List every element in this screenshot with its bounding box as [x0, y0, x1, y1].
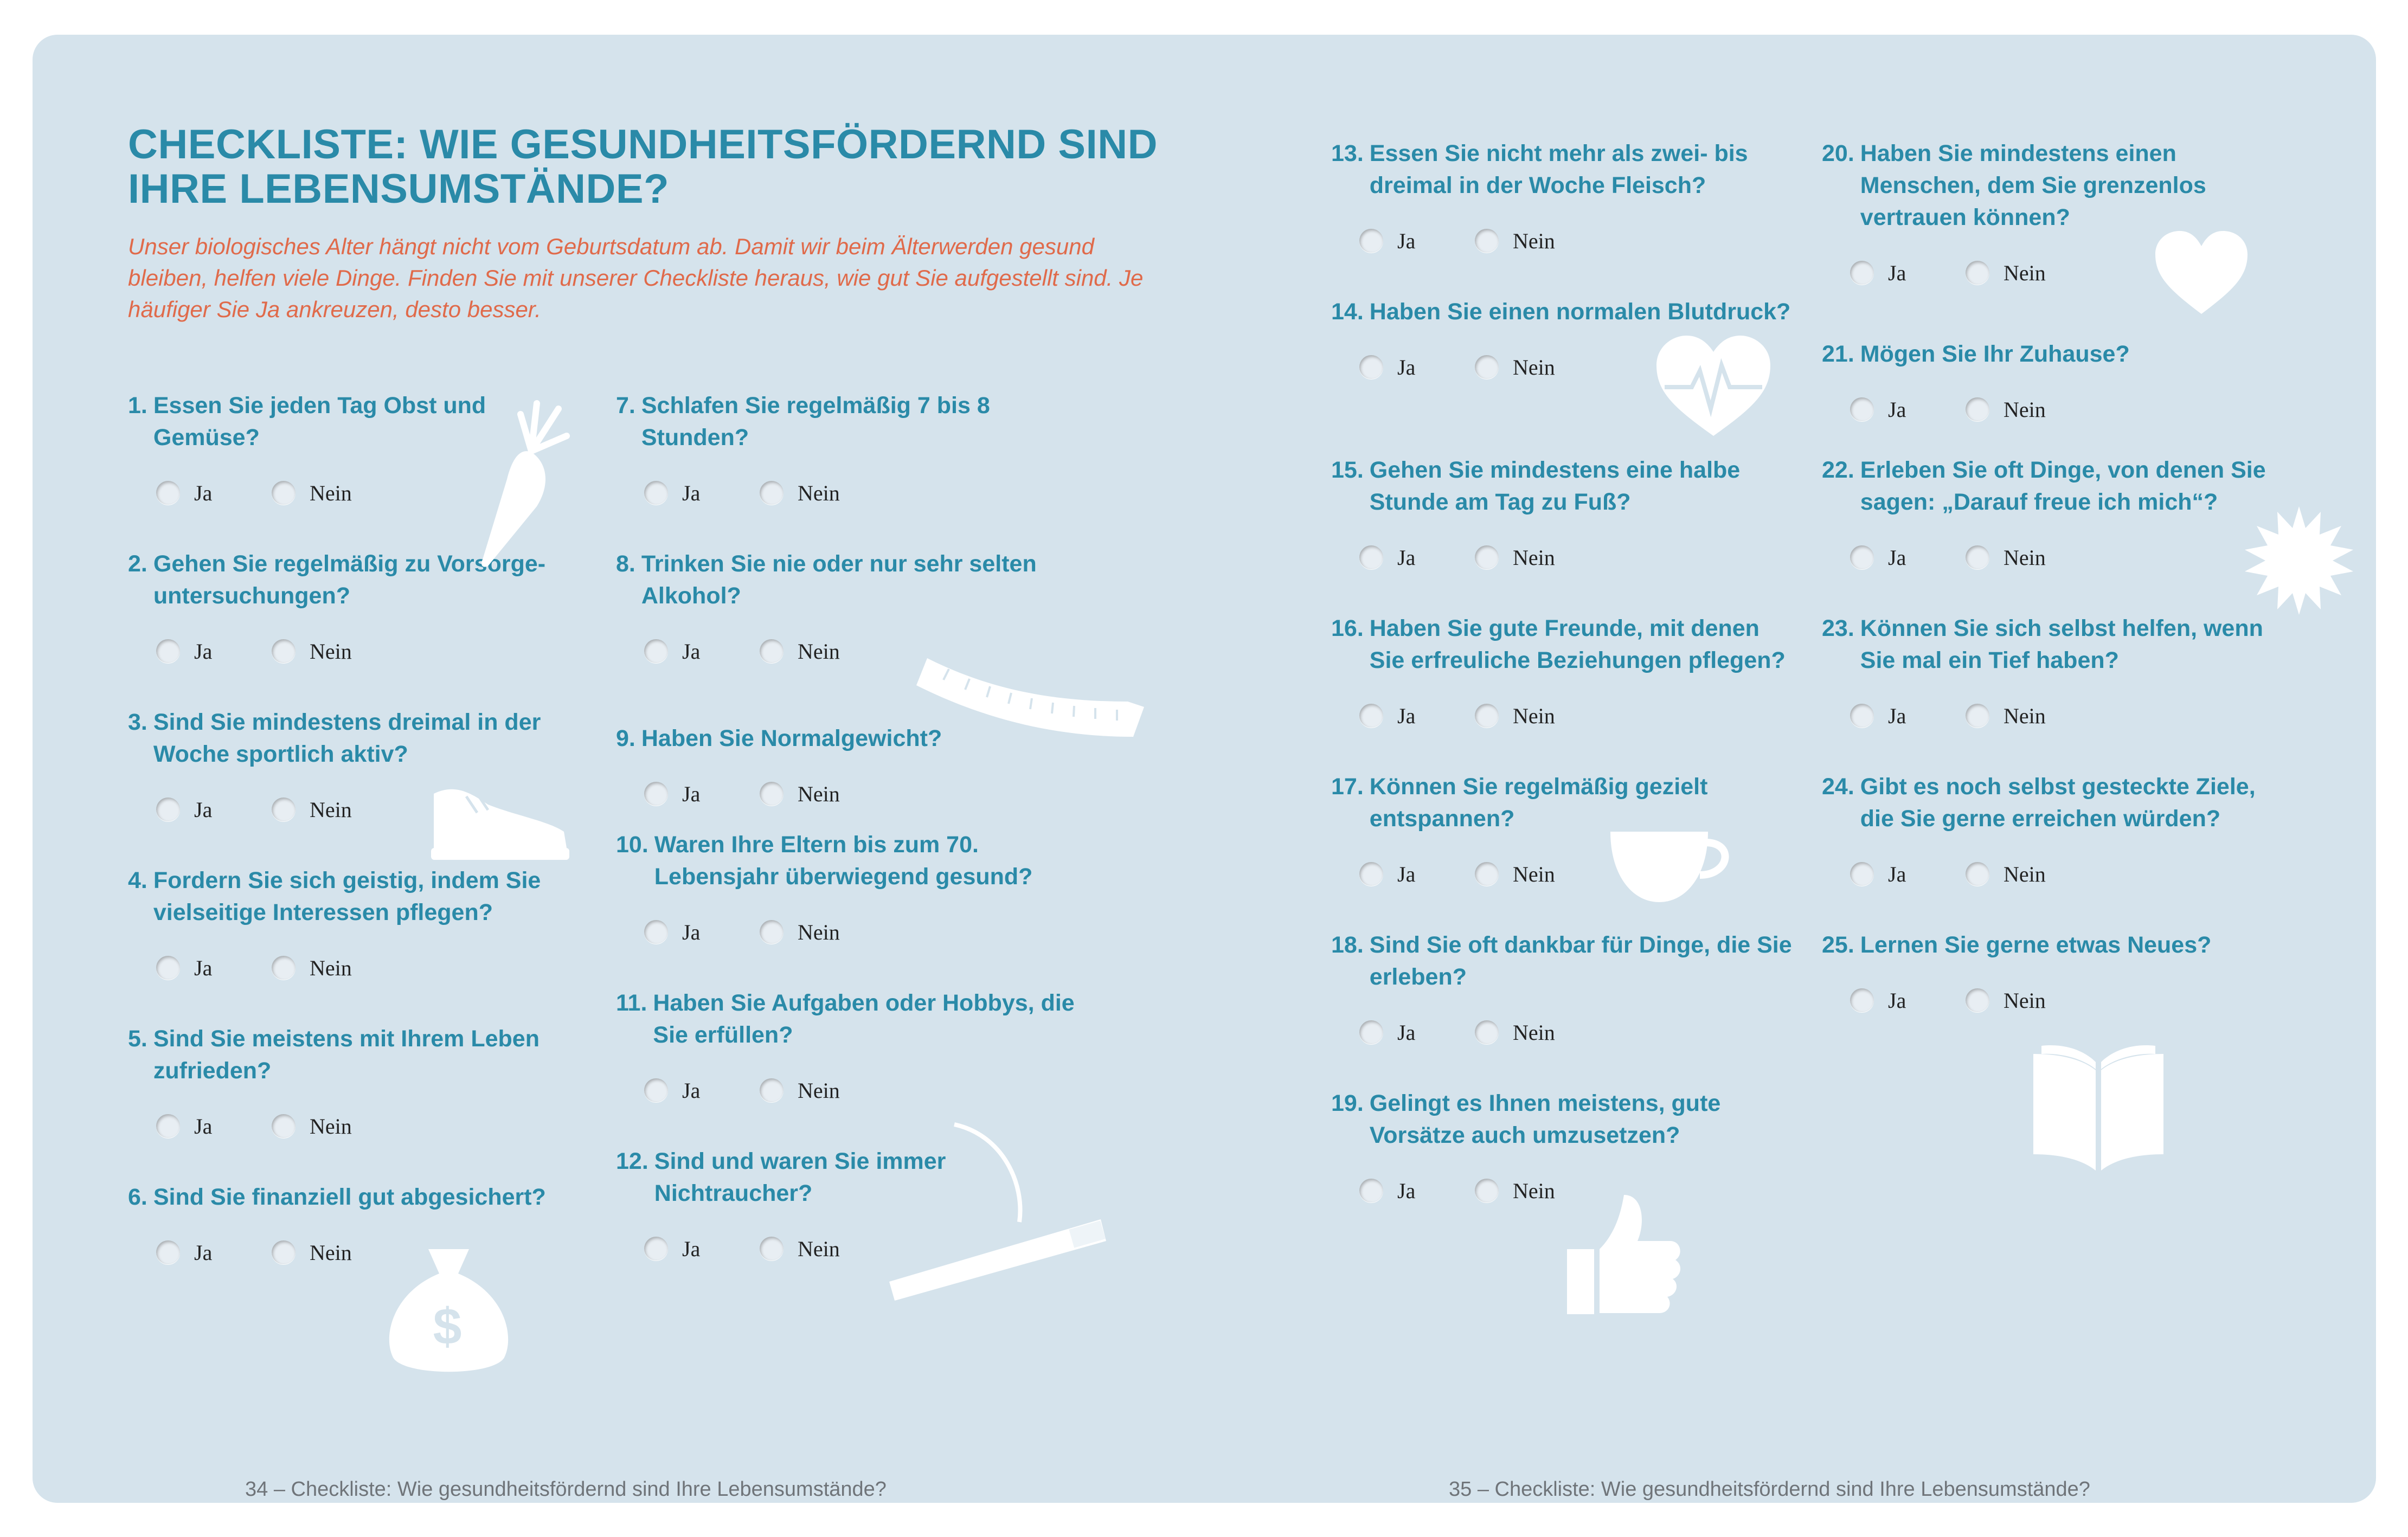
answer-yes-option[interactable]: [1359, 1174, 1415, 1207]
answer-no-option[interactable]: [760, 477, 840, 509]
yes-label: Ja: [194, 955, 213, 980]
no-label: Nein: [310, 639, 352, 664]
question-text: Trinken Sie nie oder nur sehr selten Alkohol?: [641, 551, 1037, 609]
question-text-row: [128, 865, 594, 929]
question-number: 15.: [1331, 457, 1364, 483]
answer-options: [128, 635, 594, 667]
question-number: 7.: [616, 393, 635, 419]
radio-no[interactable]: [1475, 704, 1499, 728]
radio-yes[interactable]: [1359, 1179, 1383, 1202]
question-number: 16.: [1331, 615, 1364, 641]
radio-no[interactable]: [1966, 545, 1989, 569]
question-text-row: [1822, 613, 2288, 677]
answer-no-option[interactable]: [760, 1074, 840, 1107]
yes-label: Ja: [1888, 397, 1906, 422]
question-text-row: [1331, 613, 1797, 677]
radio-no[interactable]: [272, 1240, 296, 1264]
yes-label: Ja: [1397, 545, 1416, 570]
answer-options: [616, 916, 1082, 948]
question-text: Sind und waren Sie immer Nichtraucher?: [654, 1148, 946, 1206]
question-15: [1331, 454, 1797, 574]
answer-options: [1331, 224, 1797, 257]
yes-label: Ja: [1888, 861, 1906, 886]
question-23: [1822, 613, 2288, 732]
no-label: Nein: [310, 797, 352, 822]
answer-no-option[interactable]: [760, 1232, 840, 1265]
question-text: Haben Sie einen normalen Blutdruck?: [1369, 299, 1791, 325]
no-label: Nein: [798, 781, 840, 806]
yes-label: Ja: [194, 1114, 213, 1139]
question-number: 3.: [128, 709, 147, 735]
question-text-row: [1822, 771, 2288, 835]
radio-no[interactable]: [1966, 988, 1989, 1012]
answer-yes-option[interactable]: [1359, 1016, 1415, 1049]
question-text: Können Sie regelmäßig gezielt entspannen?: [1369, 774, 1708, 832]
no-label: Nein: [798, 1078, 840, 1103]
answer-options: [1822, 541, 2288, 574]
footer-page-35: 35 – Checkliste: Wie gesundheitsfördernd sind Ihre Lebensumstände?: [1449, 1478, 2090, 1501]
answer-options: [128, 1110, 594, 1142]
question-text: Sind Sie finanziell gut abgesichert?: [153, 1184, 546, 1210]
radio-yes[interactable]: [156, 639, 180, 663]
no-label: Nein: [1513, 1178, 1555, 1203]
question-text: Erleben Sie oft Dinge, von denen Sie sagen: „Darauf freue ich mich“?: [1860, 457, 2266, 515]
yes-label: Ja: [1397, 355, 1416, 380]
answer-yes-option[interactable]: [1850, 984, 1906, 1017]
radio-no[interactable]: [760, 481, 784, 505]
radio-no[interactable]: [760, 1078, 784, 1102]
question-number: 22.: [1822, 457, 1854, 483]
radio-yes[interactable]: [644, 481, 668, 505]
question-number: 1.: [128, 393, 147, 419]
answer-yes-option[interactable]: [156, 1236, 212, 1269]
no-label: Nein: [2004, 397, 2046, 422]
question-number: 14.: [1331, 299, 1364, 325]
question-number: 5.: [128, 1026, 147, 1052]
question-text: Haben Sie Aufgaben oder Hobbys, die Sie erfüllen?: [653, 990, 1075, 1048]
question-number: 25.: [1822, 932, 1854, 958]
question-11: [616, 987, 1082, 1107]
no-label: Nein: [1513, 228, 1555, 253]
question-7: [616, 390, 1082, 509]
answer-options: [1822, 984, 2288, 1017]
question-text-row: [1331, 929, 1797, 993]
no-label: Nein: [2004, 260, 2046, 285]
heart-rate-icon: [1654, 333, 1773, 441]
radio-yes[interactable]: [1359, 862, 1383, 886]
answer-options: [1331, 699, 1797, 732]
book-icon: [2028, 1027, 2169, 1173]
radio-no[interactable]: [1475, 545, 1499, 569]
question-text: Essen Sie nicht mehr als zwei- bis dreimal in der Woche Fleisch?: [1369, 140, 1748, 198]
answer-no-option[interactable]: [1966, 393, 2046, 426]
question-text-row: [128, 1181, 594, 1213]
answer-no-option[interactable]: [272, 477, 352, 509]
carrot-icon: [455, 382, 580, 571]
question-text-row: [616, 829, 1082, 893]
no-label: Nein: [2004, 988, 2046, 1013]
no-label: Nein: [2004, 545, 2046, 570]
radio-yes[interactable]: [644, 639, 668, 663]
radio-yes[interactable]: [1359, 545, 1383, 569]
no-label: Nein: [310, 480, 352, 505]
no-label: Nein: [798, 919, 840, 944]
question-text: Sind Sie mindestens dreimal in der Woche sportlich aktiv?: [153, 709, 541, 767]
answer-no-option[interactable]: [1475, 1016, 1555, 1049]
no-label: Nein: [798, 639, 840, 664]
answer-yes-option[interactable]: [156, 1110, 212, 1142]
no-label: Nein: [2004, 861, 2046, 886]
question-text-row: [616, 390, 1082, 454]
question-number: 20.: [1822, 140, 1854, 166]
answer-yes-option[interactable]: [1850, 256, 1906, 289]
answer-no-option[interactable]: [1475, 1174, 1555, 1207]
answer-no-option[interactable]: [1966, 699, 2046, 732]
answer-no-option[interactable]: [272, 1110, 352, 1142]
answer-no-option[interactable]: [1475, 224, 1555, 257]
question-text-row: [1822, 338, 2288, 370]
question-text-row: [1331, 454, 1797, 518]
answer-options: [1822, 393, 2288, 426]
question-text: Mögen Sie Ihr Zuhause?: [1860, 341, 2130, 367]
no-label: Nein: [798, 1236, 840, 1261]
question-number: 10.: [616, 832, 648, 858]
heart-icon: [2153, 230, 2250, 317]
radio-yes[interactable]: [1850, 261, 1874, 285]
question-number: 21.: [1822, 341, 1854, 367]
question-5: [128, 1023, 594, 1142]
radio-no[interactable]: [1475, 862, 1499, 886]
answer-yes-option[interactable]: [156, 793, 212, 826]
question-number: 23.: [1822, 615, 1854, 641]
sneaker-icon: [423, 761, 580, 870]
question-number: 6.: [128, 1184, 147, 1210]
answer-no-option[interactable]: [1475, 699, 1555, 732]
answer-yes-option[interactable]: [156, 951, 212, 984]
yes-label: Ja: [194, 480, 213, 505]
answer-yes-option[interactable]: [644, 477, 700, 509]
radio-no[interactable]: [760, 920, 784, 944]
radio-yes[interactable]: [156, 956, 180, 980]
question-text: Essen Sie jeden Tag Obst und Gemüse?: [153, 393, 486, 451]
question-text-row: [1331, 296, 1797, 328]
yes-label: Ja: [682, 1078, 701, 1103]
answer-options: [616, 477, 1082, 509]
yes-label: Ja: [1397, 1178, 1416, 1203]
yes-label: Ja: [682, 919, 701, 944]
radio-yes[interactable]: [644, 782, 668, 806]
question-text-row: [616, 987, 1082, 1051]
question-text: Gelingt es Ihnen meistens, gute Vorsätze auch umzusetzen?: [1369, 1090, 1721, 1148]
question-text-row: [128, 1023, 594, 1087]
yes-label: Ja: [194, 797, 213, 822]
question-text: Gibt es noch selbst gesteckte Ziele, die Sie gerne erreichen würden?: [1860, 774, 2256, 832]
question-text-row: [1822, 929, 2288, 961]
answer-yes-option[interactable]: [644, 916, 700, 948]
radio-yes[interactable]: [1359, 229, 1383, 253]
question-number: 17.: [1331, 774, 1364, 800]
question-text: Fordern Sie sich geistig, indem Sie vielseitige Interessen pflegen?: [153, 867, 541, 925]
answer-options: [1331, 541, 1797, 574]
no-label: Nein: [310, 1114, 352, 1139]
yes-label: Ja: [1888, 703, 1906, 728]
answer-no-option[interactable]: [272, 793, 352, 826]
answer-options: [1822, 858, 2288, 890]
question-4: [128, 865, 594, 984]
yes-label: Ja: [1397, 1020, 1416, 1045]
question-13: [1331, 138, 1797, 257]
radio-yes[interactable]: [1850, 397, 1874, 421]
answer-no-option[interactable]: [760, 635, 840, 667]
no-label: Nein: [1513, 1020, 1555, 1045]
question-number: 2.: [128, 551, 147, 577]
answer-yes-option[interactable]: [1359, 224, 1415, 257]
yes-label: Ja: [1397, 228, 1416, 253]
question-text: Haben Sie mindestens einen Menschen, dem Sie grenzenlos vertrauen können?: [1860, 140, 2206, 230]
radio-yes[interactable]: [1359, 355, 1383, 379]
question-25: [1822, 929, 2288, 1017]
radio-no[interactable]: [1475, 1020, 1499, 1044]
answer-yes-option[interactable]: [644, 1232, 700, 1265]
radio-no[interactable]: [1966, 704, 1989, 728]
radio-no[interactable]: [1966, 862, 1989, 886]
answer-yes-option[interactable]: [156, 635, 212, 667]
answer-no-option[interactable]: [272, 951, 352, 984]
answer-yes-option[interactable]: [1850, 699, 1906, 732]
answer-options: [128, 1236, 594, 1269]
radio-yes[interactable]: [1850, 704, 1874, 728]
radio-no[interactable]: [272, 798, 296, 821]
answer-no-option[interactable]: [1966, 858, 2046, 890]
radio-no[interactable]: [1475, 355, 1499, 379]
radio-yes[interactable]: [156, 798, 180, 821]
ruler-icon: [916, 620, 1171, 783]
thumbs-up-icon: [1556, 1189, 1686, 1320]
answer-no-option[interactable]: [1475, 858, 1555, 890]
question-text-row: [1822, 454, 2288, 518]
question-text: Gehen Sie regelmäßig zu Vorsorgeuntersuchungen?: [153, 551, 546, 609]
answer-yes-option[interactable]: [1359, 858, 1415, 890]
radio-no[interactable]: [272, 639, 296, 663]
radio-yes[interactable]: [644, 1078, 668, 1102]
no-label: Nein: [2004, 703, 2046, 728]
footer-page-34: 34 – Checkliste: Wie gesundheitsfördernd sind Ihre Lebensumstände?: [245, 1478, 887, 1501]
no-label: Nein: [1513, 545, 1555, 570]
yes-label: Ja: [682, 480, 701, 505]
radio-no[interactable]: [272, 481, 296, 505]
question-text-row: [1822, 138, 2288, 234]
no-label: Nein: [310, 955, 352, 980]
radio-yes[interactable]: [156, 481, 180, 505]
question-number: 11.: [616, 990, 647, 1016]
question-number: 18.: [1331, 932, 1364, 958]
radio-yes[interactable]: [644, 920, 668, 944]
radio-yes[interactable]: [1359, 1020, 1383, 1044]
answer-no-option[interactable]: [272, 1236, 352, 1269]
yes-label: Ja: [682, 781, 701, 806]
radio-no[interactable]: [272, 956, 296, 980]
question-text: Sind Sie oft dankbar für Dinge, die Sie erleben?: [1369, 932, 1792, 990]
question-text: Haben Sie gute Freunde, mit denen Sie erfreuliche Beziehungen pflegen?: [1369, 615, 1786, 673]
answer-options: [616, 1074, 1082, 1107]
no-label: Nein: [1513, 355, 1555, 380]
question-21: [1822, 338, 2288, 426]
radio-yes[interactable]: [156, 1240, 180, 1264]
radio-no[interactable]: [760, 639, 784, 663]
no-label: Nein: [310, 1240, 352, 1265]
answer-yes-option[interactable]: [1850, 393, 1906, 426]
question-text: Gehen Sie mindestens eine halbe Stunde am Tag zu Fuß?: [1369, 457, 1741, 515]
yes-label: Ja: [682, 1236, 701, 1261]
radio-yes[interactable]: [1850, 545, 1874, 569]
answer-yes-option[interactable]: [1850, 858, 1906, 890]
question-text-row: [616, 548, 1082, 612]
radio-yes[interactable]: [644, 1237, 668, 1261]
question-19: [1331, 1088, 1797, 1207]
radio-no[interactable]: [760, 1237, 784, 1261]
yes-label: Ja: [1888, 988, 1906, 1013]
yes-label: Ja: [682, 639, 701, 664]
question-text: Lernen Sie gerne etwas Neues?: [1860, 932, 2212, 958]
page-title: CHECKLISTE: WIE GESUNDHEITSFÖRDERND SIND IHRE LEBENSUMSTÄNDE?: [128, 121, 1158, 212]
answer-no-option[interactable]: [1966, 984, 2046, 1017]
radio-yes[interactable]: [1850, 862, 1874, 886]
question-number: 8.: [616, 551, 635, 577]
answer-no-option[interactable]: [1966, 256, 2046, 289]
question-16: [1331, 613, 1797, 732]
cigarette-icon: [878, 1114, 1117, 1309]
answer-no-option[interactable]: [760, 916, 840, 948]
question-text: Schlafen Sie regelmäßig 7 bis 8 Stunden?: [641, 393, 990, 451]
question-number: 24.: [1822, 774, 1854, 800]
answer-options: [128, 951, 594, 984]
money-bag-icon: [380, 1227, 515, 1379]
answer-yes-option[interactable]: [644, 777, 700, 810]
answer-yes-option[interactable]: [156, 477, 212, 509]
answer-no-option[interactable]: [1475, 351, 1555, 383]
radio-no[interactable]: [1966, 261, 1989, 285]
answer-no-option[interactable]: [1475, 541, 1555, 574]
svg-text:$: $: [433, 1298, 462, 1355]
radio-no[interactable]: [1475, 229, 1499, 253]
question-text-row: [1331, 1088, 1797, 1152]
question-text: Haben Sie Normalgewicht?: [641, 725, 942, 751]
yes-label: Ja: [1888, 545, 1906, 570]
question-18: [1331, 929, 1797, 1049]
answer-no-option[interactable]: [1966, 541, 2046, 574]
question-number: 13.: [1331, 140, 1364, 166]
question-6: [128, 1181, 594, 1269]
sun-icon: [2245, 506, 2353, 615]
answer-no-option[interactable]: [272, 635, 352, 667]
question-number: 9.: [616, 725, 635, 751]
question-24: [1822, 771, 2288, 890]
answer-options: [1331, 1016, 1797, 1049]
answer-yes-option[interactable]: [1359, 699, 1415, 732]
question-text: Waren Ihre Eltern bis zum 70. Lebensjahr überwiegend gesund?: [654, 832, 1033, 890]
question-number: 12.: [616, 1148, 648, 1174]
radio-no[interactable]: [1475, 1179, 1499, 1202]
yes-label: Ja: [194, 1240, 213, 1265]
question-text: Können Sie sich selbst helfen, wenn Sie mal ein Tief haben?: [1860, 615, 2263, 673]
answer-yes-option[interactable]: [644, 635, 700, 667]
radio-no[interactable]: [1966, 397, 1989, 421]
answer-yes-option[interactable]: [1359, 541, 1415, 574]
no-label: Nein: [1513, 703, 1555, 728]
yes-label: Ja: [194, 639, 213, 664]
answer-options: [1822, 699, 2288, 732]
answer-yes-option[interactable]: [1359, 351, 1415, 383]
no-label: Nein: [1513, 861, 1555, 886]
yes-label: Ja: [1397, 861, 1416, 886]
question-22: [1822, 454, 2288, 574]
checklist-spread: [33, 35, 2376, 1503]
question-text-row: [1331, 138, 1797, 202]
no-label: Nein: [798, 480, 840, 505]
question-number: 19.: [1331, 1090, 1364, 1116]
answer-no-option[interactable]: [760, 777, 840, 810]
radio-no[interactable]: [760, 782, 784, 806]
question-number: 4.: [128, 867, 147, 893]
answer-yes-option[interactable]: [644, 1074, 700, 1107]
question-10: [616, 829, 1082, 948]
cup-icon: [1605, 821, 1735, 908]
radio-no[interactable]: [272, 1114, 296, 1138]
intro-text: Unser biologisches Alter hängt nicht vom Geburtsdatum ab. Damit wir beim Älterwerden gesund bleiben, helfen viele Dinge. Finden Sie mit unserer Checkliste heraus, wie gut Sie aufgestellt sind. Je häufiger Sie Ja ankreuzen, desto besser.: [128, 234, 1144, 322]
radio-yes[interactable]: [156, 1114, 180, 1138]
yes-label: Ja: [1888, 260, 1906, 285]
answer-yes-option[interactable]: [1850, 541, 1906, 574]
yes-label: Ja: [1397, 703, 1416, 728]
radio-yes[interactable]: [1359, 704, 1383, 728]
radio-yes[interactable]: [1850, 988, 1874, 1012]
question-text: Sind Sie meistens mit Ihrem Leben zufrieden?: [153, 1026, 540, 1084]
